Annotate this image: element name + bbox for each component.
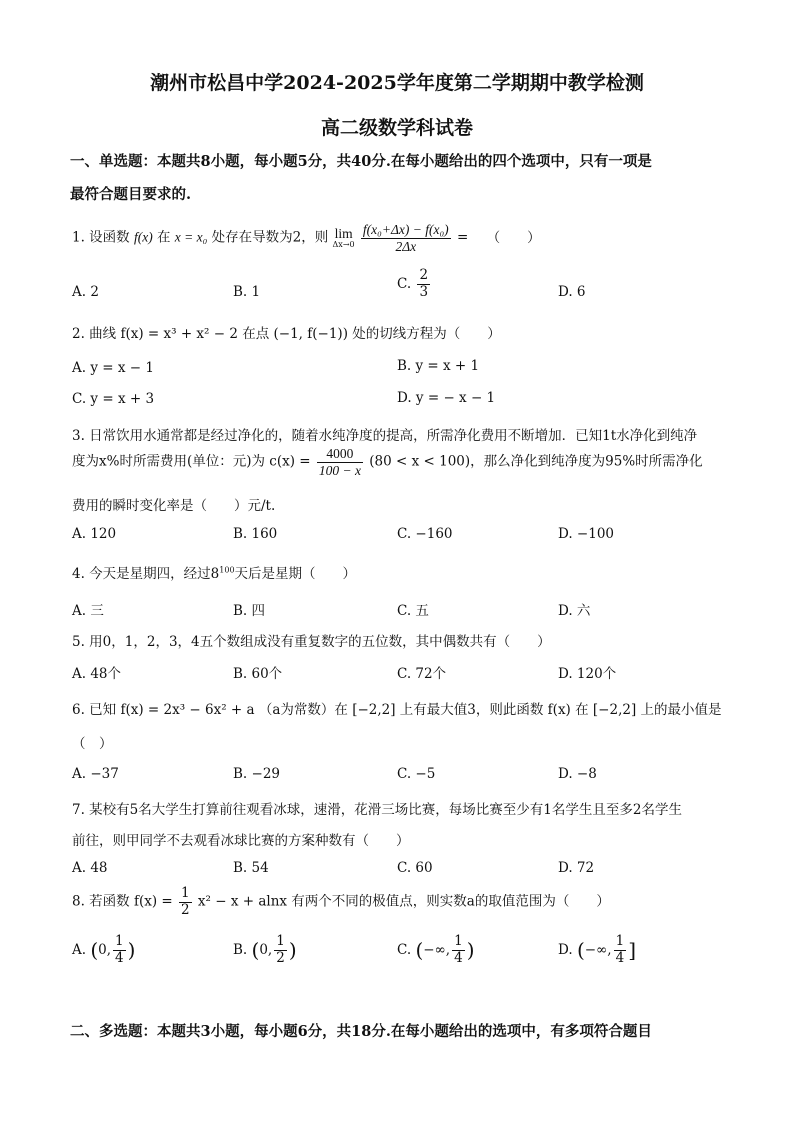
q3-option-c: C. −160 [397, 526, 453, 542]
q8-a-left: 0, [98, 942, 112, 959]
q1-cond: x = x₀ [174, 229, 208, 245]
q4-option-d: D. 六 [558, 603, 591, 619]
q3-denominator: 100 − x [318, 462, 361, 478]
q4-option-a: A. 三 [72, 603, 104, 619]
q3-line2-pre: 度为x%时所需费用(单位：元)为 c(x) = [72, 453, 311, 470]
q8-a-open: ( [90, 938, 99, 963]
q5-option-a: A. 48个 [72, 666, 122, 682]
q8-d-open: ( [576, 938, 585, 963]
q1-mid2: 处存在导数为2，则 [211, 229, 329, 246]
q7-option-c: C. 60 [397, 860, 433, 876]
q8-d-frac [614, 934, 627, 966]
question-3-line3: 费用的瞬时变化率是（ ）元/t. [72, 498, 276, 514]
q7-option-a: A. 48 [72, 860, 108, 876]
q8-option-d [558, 934, 636, 966]
q2-option-b: B. y = x + 1 [397, 358, 480, 374]
q1-option-b: B. 1 [233, 284, 261, 300]
q1-option-c-den: 3 [419, 283, 429, 300]
q6-option-c: C. −5 [397, 766, 436, 782]
q3-option-a: A. 120 [72, 526, 117, 542]
q8-d-den: 4 [615, 949, 625, 966]
q2-option-a: A. y = x − 1 [72, 360, 154, 376]
question-5: 5. 用0，1，2，3，4五个数组成没有重复数字的五位数，其中偶数共有（ ） [72, 634, 551, 650]
q1-lim-word: lim [334, 225, 353, 241]
q6-option-d: D. −8 [558, 766, 597, 782]
section1-heading-line1: 一、单选题：本题共8小题，每小题5分，共40分.在每小题给出的四个选项中，只有一项是 [70, 153, 652, 170]
q3-fraction [317, 446, 363, 478]
q2-option-c: C. y = x + 3 [72, 391, 155, 407]
q8-b-label: B. [233, 942, 248, 959]
question-7-line2: 前往，则甲同学不去观看冰球比赛的方案种数有（ ） [72, 833, 410, 849]
q1-numerator: f(x₀+Δx) − f(x₀) [362, 222, 449, 237]
q4-exp: 100 [219, 565, 235, 575]
q3-numerator: 4000 [317, 446, 363, 463]
q8-pre: 8. 若函数 f(x) = [72, 893, 173, 910]
question-7-line1: 7. 某校有5名大学生打算前往观看冰球，速滑，花滑三场比赛，每场比赛至少有1名学生且至多2名学生 [72, 802, 682, 818]
q8-d-close: ] [628, 938, 637, 963]
q5-option-b: B. 60个 [233, 666, 283, 682]
q1-option-c-label: C. [397, 276, 412, 293]
q8-c-open: ( [415, 938, 424, 963]
q1-option-c-fraction [417, 268, 430, 300]
q3-option-d: D. −100 [558, 526, 615, 542]
q1-fraction [361, 222, 451, 254]
q8-c-left: −∞, [423, 942, 451, 959]
q7-option-d: D. 72 [558, 860, 595, 876]
q8-c-num: 1 [454, 933, 463, 949]
q8-c-frac [452, 934, 465, 966]
q1-eq: = [456, 229, 469, 246]
question-3-line2 [72, 446, 703, 478]
q3-line2-post: (80 < x < 100)，那么净化到纯净度为95%时所需净化 [369, 453, 703, 470]
q8-half-num: 1 [181, 885, 190, 901]
q8-a-den: 4 [115, 949, 124, 966]
q8-half-fraction [179, 886, 192, 918]
q1-mid1: 在 [157, 229, 171, 246]
q8-b-den: 2 [276, 949, 285, 966]
q1-option-c [397, 268, 432, 300]
q1-fx: f(x) [133, 229, 153, 245]
q2-option-d: D. y = − x − 1 [397, 390, 496, 406]
q8-b-frac [274, 934, 287, 966]
q4-base: 8 [210, 566, 220, 582]
q4-post: 天后是星期（ ） [234, 566, 357, 582]
q8-b-left: 0, [259, 942, 273, 959]
q8-c-label: C. [397, 942, 412, 959]
q7-option-b: B. 54 [233, 860, 269, 876]
q8-b-close: ) [288, 938, 297, 963]
q8-post: x² − x + alnx 有两个不同的极值点，则实数a的取值范围为（ ） [197, 893, 610, 910]
q8-a-label: A. [72, 942, 87, 959]
question-4 [72, 562, 356, 582]
q8-a-close: ) [127, 938, 136, 963]
q4-pre: 4. 今天是星期四，经过 [72, 566, 211, 582]
q8-d-num: 1 [615, 933, 625, 949]
exam-title: 潮州市松昌中学2024-2025学年度第二学期期中教学检测 [150, 72, 644, 94]
q8-d-label: D. [558, 942, 573, 959]
q1-option-d: D. 6 [558, 284, 586, 300]
question-6-line2: （ ） [72, 736, 113, 752]
q8-c-close: ) [466, 938, 475, 963]
exam-subtitle: 高二级数学科试卷 [320, 117, 473, 139]
q8-option-a [72, 934, 135, 966]
q6-option-b: B. −29 [233, 766, 280, 782]
q8-b-num: 1 [276, 933, 285, 949]
q1-paren: （ ） [486, 229, 541, 246]
q1-pre: 1. 设函数 [72, 229, 130, 246]
q1-limit [333, 227, 355, 250]
question-8 [72, 886, 610, 918]
section1-heading-line2: 最符合题目要求的. [70, 186, 192, 203]
q3-option-b: B. 160 [233, 526, 278, 542]
q4-option-c: C. 五 [397, 603, 429, 619]
q8-a-frac [113, 934, 126, 966]
question-2: 2. 曲线 f(x) = x³ + x² − 2 在点 (−1, f(−1)) 处的切线方程为（ ） [72, 326, 501, 342]
section2-heading-line1: 二、多选题：本题共3小题，每小题6分，共18分.在每小题给出的选项中，有多项符合题目 [70, 1023, 652, 1040]
q8-option-b [233, 934, 297, 966]
q1-lim-sub: Δx→0 [332, 240, 355, 250]
q8-b-open: ( [251, 938, 260, 963]
q6-option-a: A. −37 [72, 766, 119, 782]
q1-option-a: A. 2 [72, 284, 99, 300]
question-3-line1: 3. 日常饮用水通常都是经过净化的，随着水纯净度的提高，所需净化费用不断增加．已知1t水净化到纯净 [72, 428, 698, 444]
question-1 [72, 222, 541, 254]
q5-option-d: D. 120个 [558, 666, 617, 682]
q5-option-c: C. 72个 [397, 666, 447, 682]
q8-c-den: 4 [454, 949, 463, 966]
q1-denominator: 2Δx [395, 238, 417, 254]
q8-half-den: 2 [181, 901, 190, 918]
q4-option-b: B. 四 [233, 603, 266, 619]
q8-option-c [397, 934, 475, 966]
q1-option-c-num: 2 [419, 267, 429, 283]
question-6-line1: 6. 已知 f(x) = 2x³ − 6x² + a （a为常数）在 [−2,2] 上有最大值3，则此函数 f(x) 在 [−2,2] 上的最小值是 [72, 702, 722, 718]
q8-a-num: 1 [115, 933, 124, 949]
q8-d-left: −∞, [584, 942, 612, 959]
